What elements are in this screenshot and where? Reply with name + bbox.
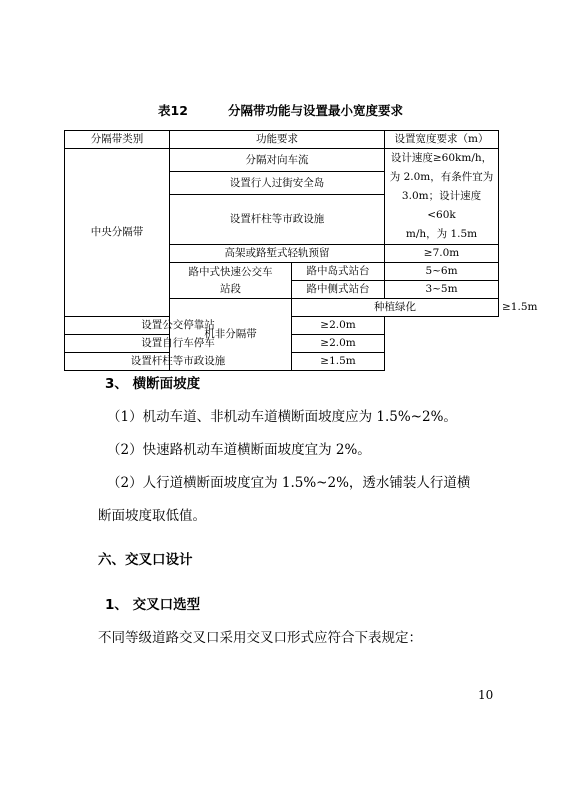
func-cell: 路中侧式站台 [292, 281, 385, 299]
func-cell: 设置自行车停车 [65, 335, 292, 353]
paragraph: （1）机动车道、非机动车道横断面坡度应为 1.5%~2%。 [107, 409, 457, 425]
category-mixed: 机非分隔带 [170, 299, 292, 371]
value-cell: 3~5m [385, 281, 499, 299]
table-number: 表12 [158, 103, 188, 118]
requirement-line: 3.0m；设计速度<60k [401, 190, 482, 221]
subsection-heading: 1、 交叉口选型 [105, 597, 201, 613]
bus-line: 路中式快速公交车 [188, 265, 273, 278]
bus-station-cell [170, 263, 292, 299]
paragraph: （2）快速路机动车道横断面坡度宜为 2%。 [107, 442, 371, 458]
paragraph: 断面坡度取低值。 [98, 508, 206, 524]
table-row [65, 353, 499, 371]
value-cell: ≥2.0m [292, 335, 385, 353]
table-row [65, 335, 499, 353]
header-width: 设置宽度要求（m） [385, 131, 499, 149]
value-cell: 5~6m [385, 263, 499, 281]
table-row [65, 317, 499, 335]
section-heading: 3、 横断面坡度 [105, 376, 201, 392]
table-row [65, 149, 499, 172]
func-cell: 路中岛式站台 [292, 263, 385, 281]
value-cell: ≥7.0m [385, 245, 499, 263]
requirement-line: 为 2.0m，有条件宜为 [389, 171, 494, 183]
func-cell: 设置行人过街安全岛 [170, 172, 385, 195]
header-function: 功能要求 [170, 131, 385, 149]
func-cell: 设置公交停靠站 [65, 317, 292, 335]
header-category: 分隔带类别 [65, 131, 170, 149]
requirement-line: 设计速度≥60km/h， [390, 152, 493, 164]
table-caption [0, 101, 561, 119]
func-cell: 高架或路堑式轻轨预留 [170, 245, 385, 263]
func-cell: 设置杆柱等市政设施 [65, 353, 292, 371]
table-header-row [65, 131, 499, 149]
value-cell: ≥2.0m [292, 317, 385, 335]
func-cell: 分隔对向车流 [170, 149, 385, 172]
merged-requirement-cell [385, 149, 499, 245]
func-cell: 设置杆柱等市政设施 [170, 195, 385, 245]
requirement-line: m/h，为 1.5m [405, 228, 478, 240]
value-cell: ≥1.5m [292, 353, 385, 371]
table-row: 机非分隔带 种植绿化 ≥1.5m [65, 299, 499, 317]
median-width-table [64, 130, 538, 371]
paragraph: 不同等级道路交叉口采用交叉口形式应符合下表规定： [98, 630, 422, 646]
section-heading: 六、交叉口设计 [98, 552, 193, 568]
paragraph: （2）人行道横断面坡度宜为 1.5%~2%，透水铺装人行道横 [107, 475, 471, 491]
page-number: 10 [478, 688, 494, 702]
category-central: 中央分隔带 [65, 149, 170, 317]
bus-line: 站段 [220, 282, 241, 295]
table-title: 分隔带功能与设置最小宽度要求 [227, 103, 403, 118]
func-cell: 种植绿化 [292, 299, 499, 317]
